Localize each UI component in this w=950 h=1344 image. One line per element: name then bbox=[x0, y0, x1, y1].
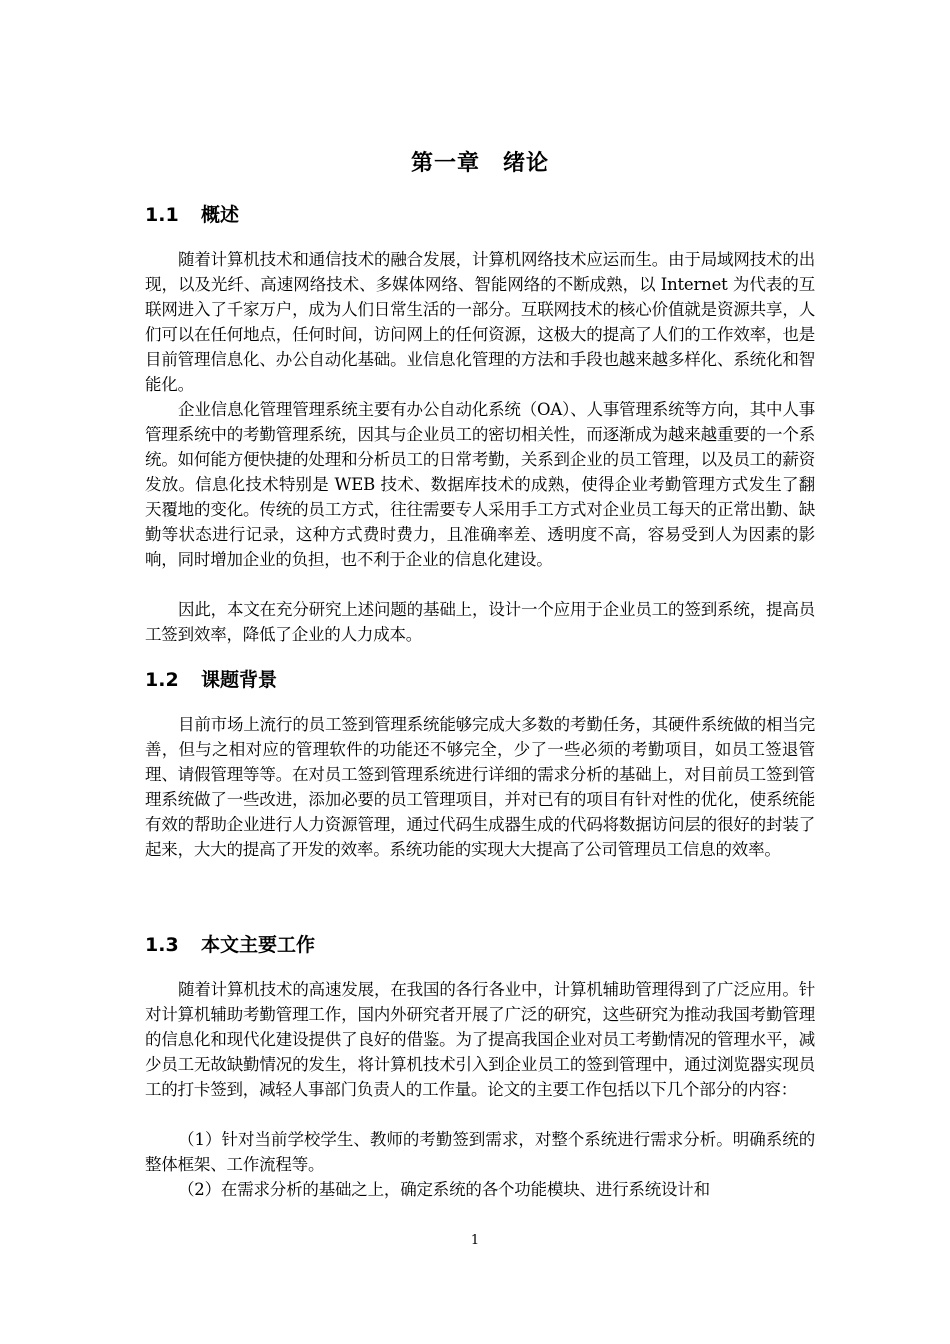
section-heading-1-1 bbox=[145, 201, 239, 229]
section-number: 1.3 bbox=[145, 934, 179, 956]
paragraph: 企业信息化管理管理系统主要有办公自动化系统（OA）、人事管理系统等方向，其中人事管理系统中的考勤管理系统，因其与企业员工的密切相关性，而逐渐成为越来越重要的一个系统。如何能方便快捷的处理和分析员工的日常考勤，关系到企业的员工管理，以及员工的薪资发放。信息化技术特别是 WEB 技术、数据库技术的成熟，使得企业考勤管理方式发生了翻天覆地的变化。传统的员工方式，往往需要专人采用手工方式对企业员工每天的正常出勤、缺勤等状态进行记录，这种方式费时费力，且准确率差、透明度不高，容易受到人为因素的影响，同时增加企业的负担，也不利于企业的信息化建设。 bbox=[145, 400, 815, 569]
section-heading-1-3 bbox=[145, 931, 315, 959]
section-title: 本文主要工作 bbox=[201, 934, 316, 956]
paragraph: （2）在需求分析的基础之上，确定系统的各个功能模块、进行系统设计和 bbox=[178, 1180, 710, 1199]
section-number: 1.1 bbox=[145, 204, 179, 226]
paragraph: （1）针对当前学校学生、教师的考勤签到需求，对整个系统进行需求分析。明确系统的整体框架、工作流程等。 bbox=[145, 1130, 815, 1174]
paragraph: 随着计算机技术的高速发展，在我国的各行各业中，计算机辅助管理得到了广泛应用。针对计算机辅助考勤管理工作，国内外研究者开展了广泛的研究，这些研究为推动我国考勤管理的信息化和现代化建设提供了良好的借鉴。为了提高我国企业对员工考勤情况的管理水平，减少员工无故缺勤情况的发生，将计算机技术引入到企业员工的签到管理中，通过浏览器实现员工的打卡签到，减轻人事部门负责人的工作量。论文的主要工作包括以下几个部分的内容： bbox=[145, 980, 815, 1099]
section-title: 概述 bbox=[201, 204, 240, 226]
section-number: 1.2 bbox=[145, 669, 179, 691]
paragraph: 目前市场上流行的员工签到管理系统能够完成大多数的考勤任务，其硬件系统做的相当完善，但与之相对应的管理软件的功能还不够完全，少了一些必须的考勤项目，如员工签退管理、请假管理等等。在对员工签到管理系统进行详细的需求分析的基础上，对目前员工签到管理系统做了一些改进，添加必要的员工管理项目，并对已有的项目有针对性的优化，使系统能有效的帮助企业进行人力资源管理，通过代码生成器生成的代码将数据访问层的很好的封装了起来，大大的提高了开发的效率。系统功能的实现大大提高了公司管理员工信息的效率。 bbox=[145, 715, 815, 859]
page-number: 1 bbox=[470, 1233, 480, 1248]
chapter-title: 第一章 绪论 bbox=[410, 151, 549, 176]
paragraph: 随着计算机技术和通信技术的融合发展，计算机网络技术应运而生。由于局域网技术的出现，以及光纤、高速网络技术、多媒体网络、智能网络的不断成熟，以 Internet 为代表的互联网进入了千家万户，成为人们日常生活的一部分。互联网技术的核心价值就是资源共享，人们可以在任何地点，任何时间，访问网上的任何资源，这极大的提高了人们的工作效率，也是目前管理信息化、办公自动化基础。业信息化管理的方法和手段也越来越多样化、系统化和智能化。 bbox=[145, 250, 815, 394]
section-title: 课题背景 bbox=[201, 669, 278, 691]
section-heading-1-2 bbox=[145, 666, 277, 694]
paragraph: 因此，本文在充分研究上述问题的基础上，设计一个应用于企业员工的签到系统，提高员工签到效率，降低了企业的人力成本。 bbox=[145, 600, 815, 644]
